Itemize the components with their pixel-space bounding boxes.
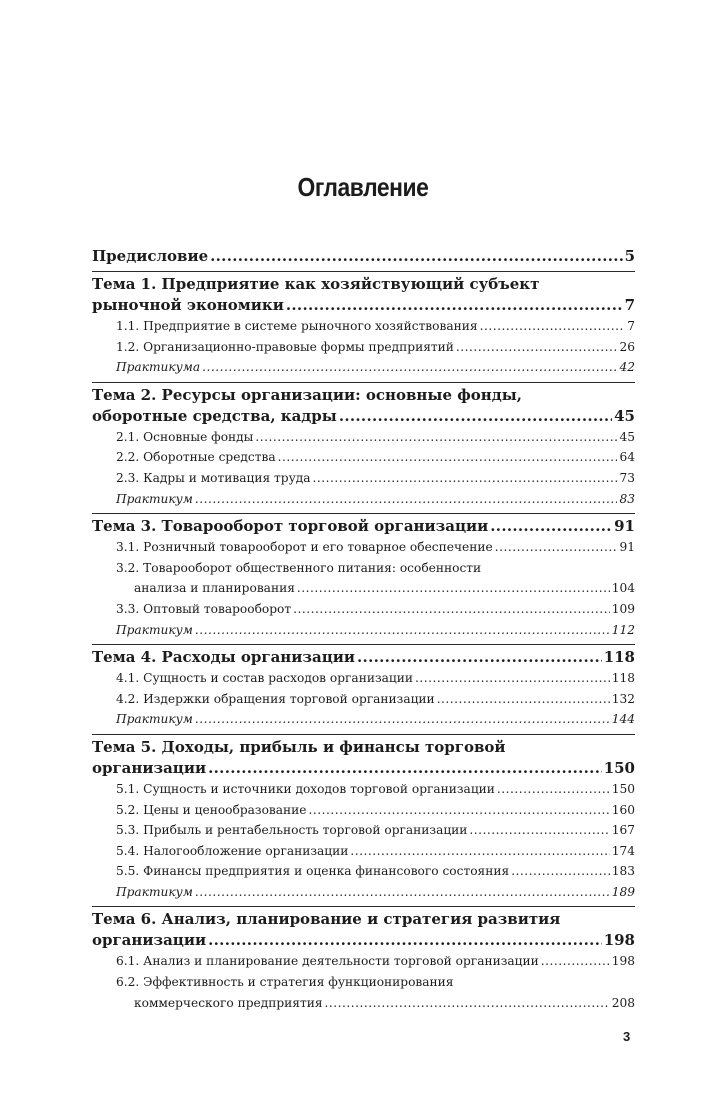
toc-leader-dots [210,246,622,267]
toc-leader-dots [286,295,623,316]
toc-entry-label: 2.2. Оборотные средства [116,450,276,465]
toc-entry-page: 118 [603,648,635,667]
toc-entry [92,599,635,620]
toc-entry [92,800,635,821]
toc-entry [92,337,635,358]
toc-entry [92,316,635,337]
toc-topic-title-line: Тема 2. Ресурсы организации: основные фонды, [92,385,522,404]
toc-entry-label: Практикум [116,491,193,506]
toc-entry [92,447,635,468]
toc-entry-page: 91 [619,540,635,555]
toc-entry-page: 26 [619,339,635,354]
toc-leader-dots [313,468,618,489]
toc-section [92,244,635,272]
toc-entry [92,357,635,378]
toc-entry [92,993,635,1014]
toc-entry [92,620,635,641]
toc-entry-label: анализа и планирования [134,581,295,596]
toc-entry-label: 1.1. Предприятие в системе рыночного хозяйствования [116,319,478,333]
toc-leader-dots [202,357,617,378]
toc-entry-label: Тема 4. Расходы организации [92,648,356,667]
page-number: 3 [623,1029,631,1044]
toc-entry-label: 5.4. Налогообложение организации [116,843,349,858]
toc-entry-page: 7 [627,319,635,333]
toc-entry-label: Практикум [116,622,193,637]
toc-entry-page: 91 [614,517,635,536]
toc-entry-page: 104 [611,581,635,596]
toc-entry [92,427,635,448]
toc-entry-label: Предисловие [92,247,209,265]
toc-entry-label: 4.2. Издержки обращения торговой организации [116,691,435,706]
toc-leader-dots [415,668,610,689]
toc-entry-page: 144 [611,712,635,727]
toc-entry [92,295,635,316]
toc-entry-label: организации [92,758,207,777]
toc-entry [92,489,635,510]
toc-entry-label: Тема 3. Товарооборот торговой организации [92,517,489,536]
toc-entry-page: 5 [624,247,635,265]
toc-entry [92,406,635,427]
toc-entry [92,882,635,903]
toc-leader-dots [497,779,610,800]
toc-section [92,907,635,1017]
toc-entry [92,841,635,862]
toc-entry [92,861,635,882]
toc-entry [92,647,635,668]
toc-entry [92,758,635,779]
toc-subentry-line: 3.2. Товарооборот общественного питания: особенности [116,560,482,575]
toc-leader-dots [511,861,610,882]
table-of-contents [92,244,635,1017]
page-title: Оглавление [297,172,429,202]
toc-entry-page: 83 [619,491,635,506]
toc-entry-label: 3.1. Розничный товарооборот и его товарное обеспечение [116,540,493,555]
toc-leader-dots [255,427,617,448]
toc-entry-page: 64 [619,450,635,465]
toc-section [92,645,635,735]
toc-leader-dots [490,516,612,537]
toc-entry-label: Практикум [116,712,193,727]
toc-entry-page: 198 [611,954,635,969]
toc-entry-label: 5.3. Прибыль и рентабельность торговой организации [116,823,468,838]
toc-leader-dots [456,337,618,358]
toc-entry-page: 150 [611,781,635,796]
toc-entry-label: 6.1. Анализ и планирование деятельности торговой организации [116,954,539,969]
toc-entry-label: Практикум [116,884,193,899]
toc-section [92,735,635,908]
toc-entry [92,246,635,267]
toc-entry-label: 4.1. Сущность и состав расходов организации [116,671,413,686]
toc-entry-label: оборотные средства, кадры [92,406,337,425]
toc-entry-label: 2.3. Кадры и мотивация труда [116,470,311,485]
toc-leader-dots [495,537,618,558]
toc-entry-label: рыночной экономики [92,296,284,314]
toc-entry-page: 112 [611,622,635,637]
toc-leader-dots [195,620,610,641]
toc-entry-page: 174 [611,843,635,858]
toc-entry-page: 118 [611,671,635,686]
toc-subentry-line: 6.2. Эффективность и стратегия функционирования [116,975,454,990]
toc-leader-dots [297,578,610,599]
toc-leader-dots [195,709,610,730]
toc-leader-dots [208,758,602,779]
toc-leader-dots [437,689,610,710]
toc-entry [92,689,635,710]
toc-entry-page: 167 [611,823,635,838]
toc-entry [92,468,635,489]
toc-entry-page: 198 [603,931,635,950]
toc-leader-dots [278,447,618,468]
toc-entry-label: 1.2. Организационно-правовые формы предприятий [116,339,454,354]
toc-leader-dots [325,993,610,1014]
toc-entry [92,578,635,599]
toc-entry-page: 150 [603,758,635,777]
toc-leader-dots [350,841,609,862]
toc-leader-dots [195,489,618,510]
toc-leader-dots [293,599,610,620]
toc-leader-dots [339,406,612,427]
toc-entry-page: 42 [619,360,635,375]
toc-entry [92,779,635,800]
toc-entry-page: 109 [611,601,635,616]
toc-section [92,514,635,645]
toc-topic-title-line: Тема 5. Доходы, прибыль и финансы торговой [92,737,506,756]
toc-entry [92,930,635,951]
toc-leader-dots [208,930,602,951]
toc-entry-label: Практикума [116,360,201,375]
toc-entry-page: 208 [611,995,635,1010]
toc-topic-title-line: Тема 1. Предприятие как хозяйствующий субъект [92,275,540,293]
toc-entry [92,951,635,972]
toc-entry-label: 5.2. Цены и ценообразование [116,802,307,817]
toc-leader-dots [357,647,602,668]
toc-topic-title-line: Тема 6. Анализ, планирование и стратегия развития [92,910,561,929]
toc-leader-dots [480,316,626,337]
toc-entry [92,516,635,537]
toc-entry [92,709,635,730]
toc-leader-dots [541,951,610,972]
toc-entry-page: 160 [611,802,635,817]
toc-leader-dots [469,820,609,841]
toc-leader-dots [195,882,610,903]
toc-entry-label: 5.5. Финансы предприятия и оценка финансового состояния [116,864,510,879]
toc-section [92,383,635,514]
toc-entry-label: организации [92,931,207,950]
toc-entry [92,820,635,841]
toc-entry [92,537,635,558]
toc-entry [92,668,635,689]
toc-entry-label: 3.3. Оптовый товарооборот [116,601,292,616]
toc-entry-page: 7 [624,296,635,314]
toc-entry-label: 2.1. Основные фонды [116,429,254,444]
toc-entry-page: 45 [619,429,635,444]
toc-leader-dots [309,800,610,821]
toc-entry-page: 183 [611,864,635,879]
toc-entry-page: 189 [611,884,635,899]
toc-entry-page: 132 [611,691,635,706]
toc-entry-label: коммерческого предприятия [134,995,323,1010]
toc-entry-page: 73 [619,470,635,485]
toc-entry-page: 45 [614,406,635,425]
toc-section [92,272,635,383]
toc-entry-label: 5.1. Сущность и источники доходов торговой организации [116,781,495,796]
